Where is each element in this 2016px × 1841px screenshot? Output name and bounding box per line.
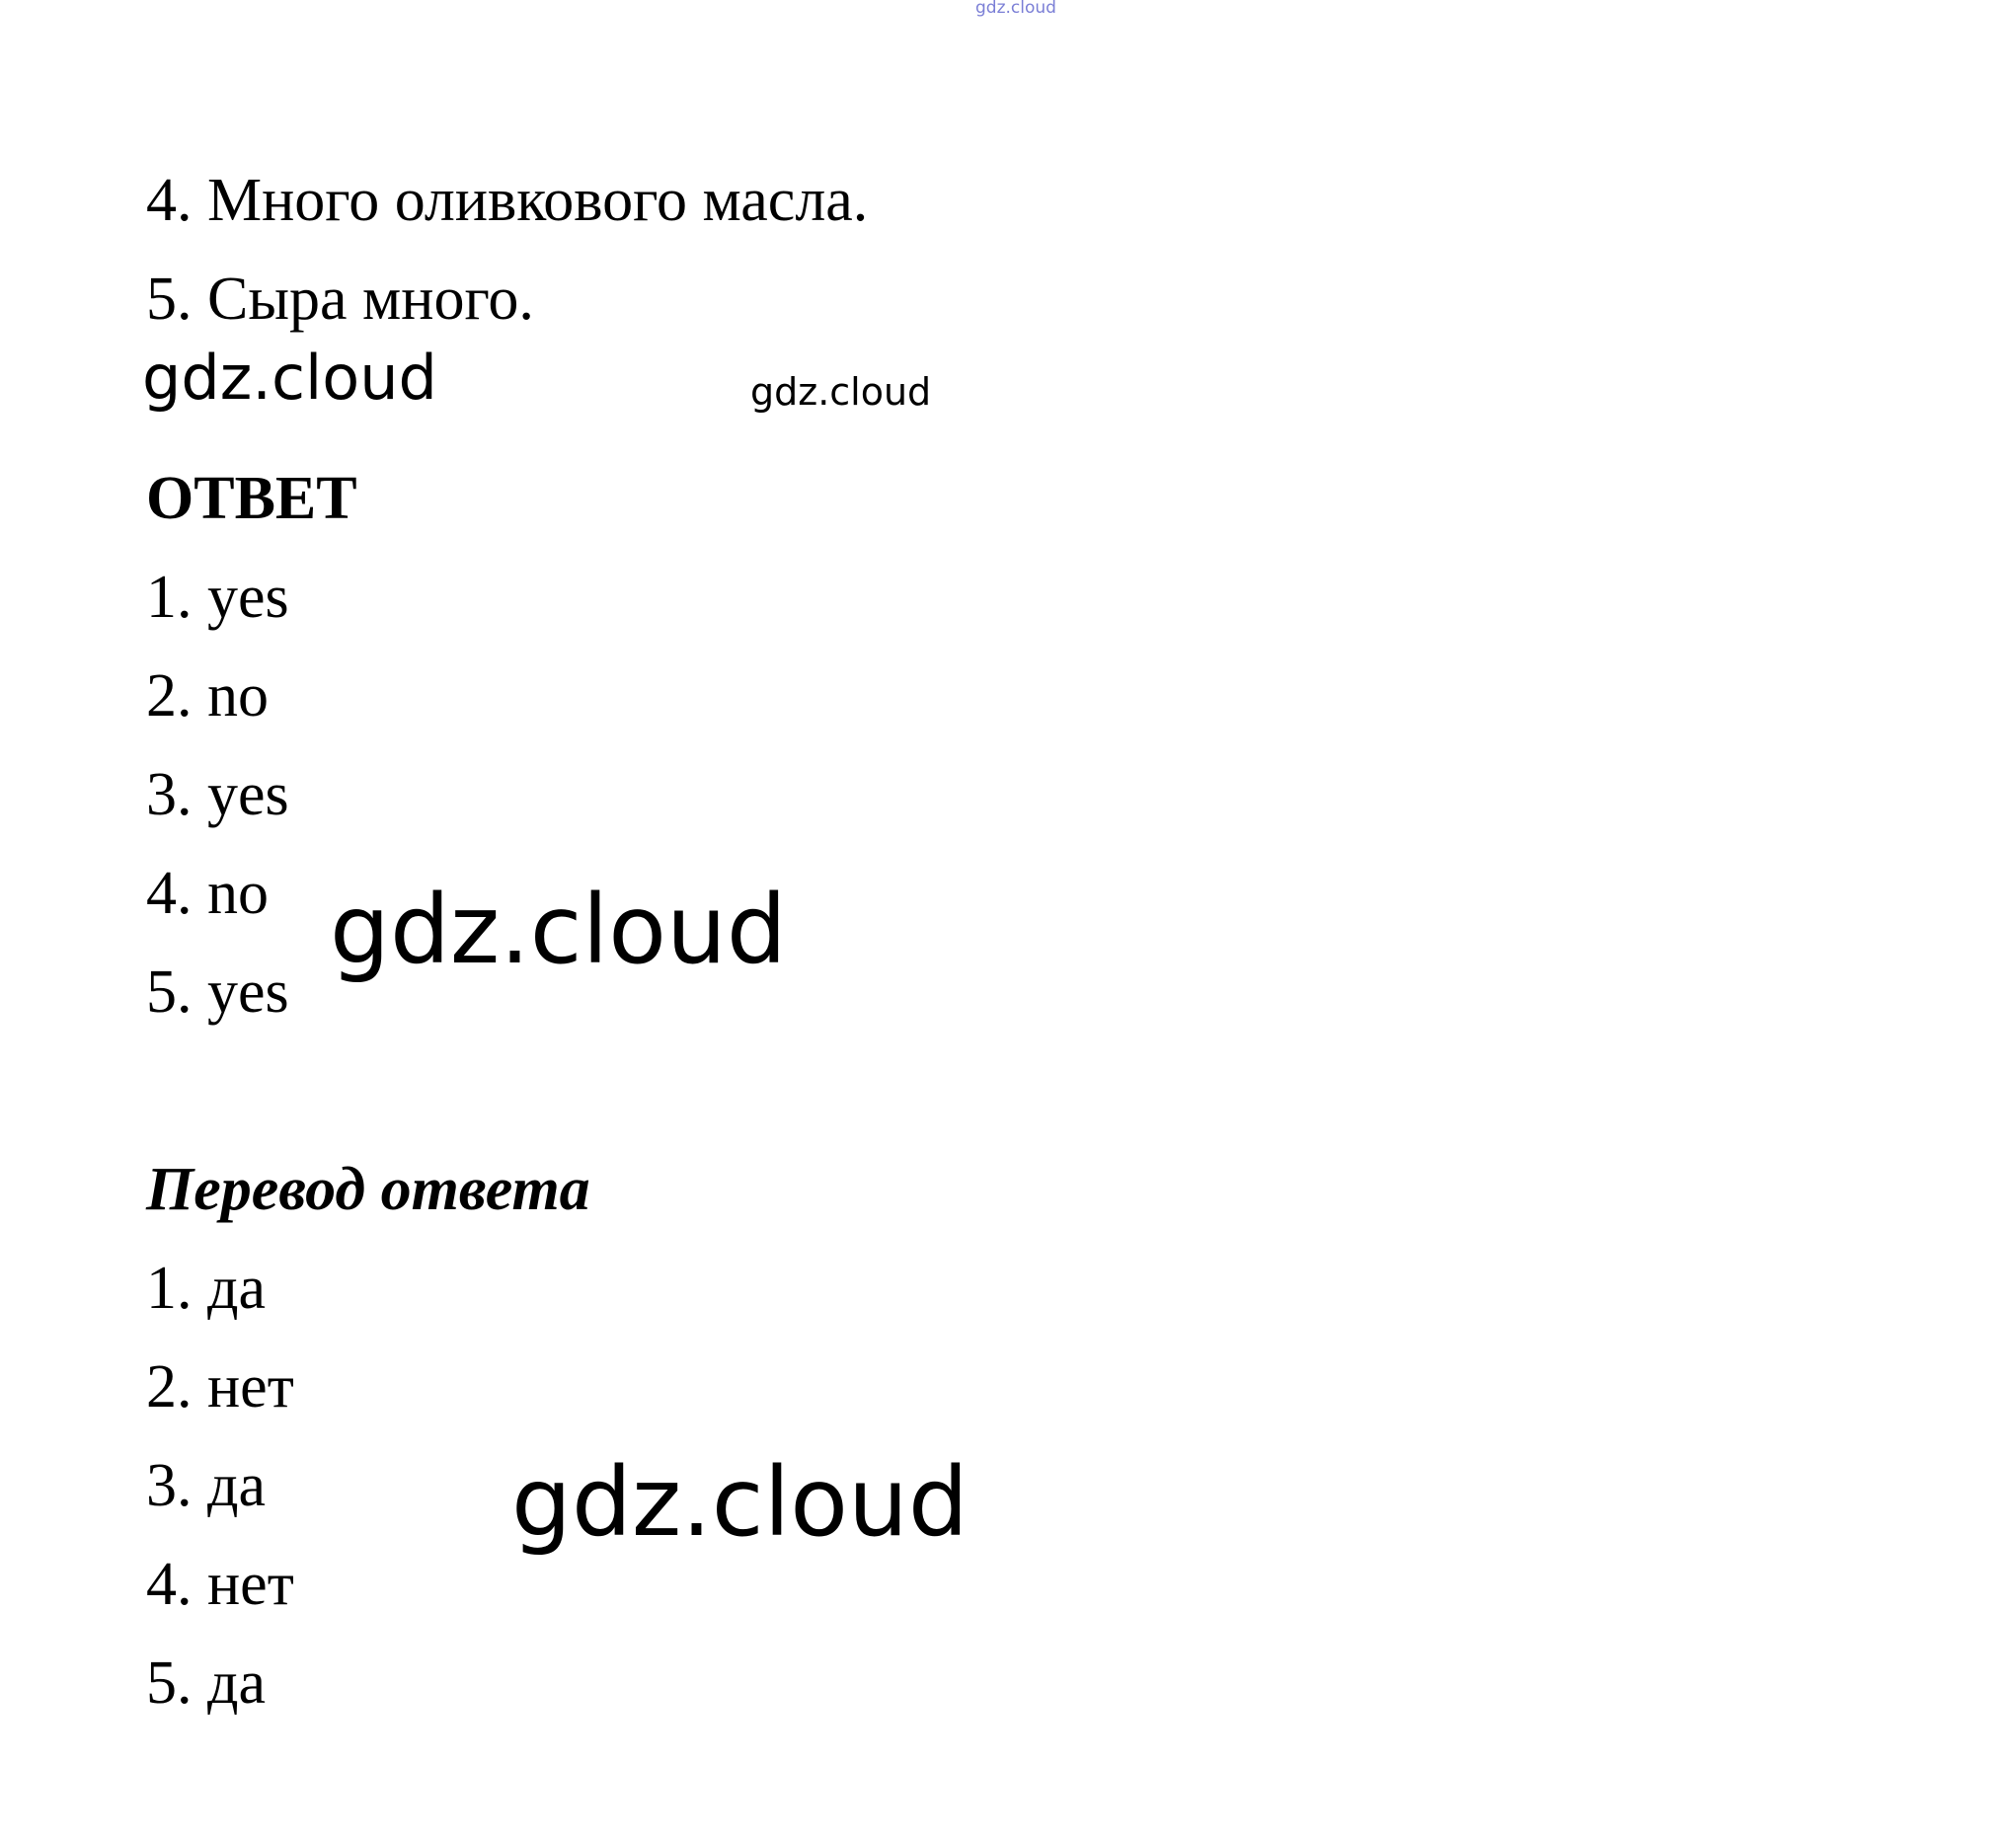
translation-item-5: 5. да — [146, 1649, 267, 1717]
translation-item-4: 4. нет — [146, 1551, 294, 1618]
translation-heading: Перевод ответа — [146, 1156, 590, 1223]
translation-item-2: 2. нет — [146, 1353, 294, 1420]
watermark-upper-left: gdz.cloud — [142, 342, 437, 414]
watermark-top: gdz.cloud — [975, 0, 1056, 18]
answer-heading: ОТВЕТ — [146, 465, 357, 532]
answer-item-1: 1. yes — [146, 564, 289, 631]
answer-item-5: 5. yes — [146, 959, 289, 1026]
translation-item-3: 3. да — [146, 1452, 267, 1519]
answer-item-3: 3. yes — [146, 761, 289, 828]
watermark-upper-right: gdz.cloud — [750, 370, 932, 414]
watermark-middle: gdz.cloud — [330, 875, 787, 985]
translation-item-1: 1. да — [146, 1255, 267, 1322]
question-line-5: 5. Сыра много. — [146, 266, 534, 333]
watermark-lower: gdz.cloud — [511, 1447, 969, 1558]
answer-item-4: 4. no — [146, 860, 269, 927]
answer-item-2: 2. no — [146, 662, 269, 729]
question-line-4: 4. Много оливкового масла. — [146, 167, 869, 234]
